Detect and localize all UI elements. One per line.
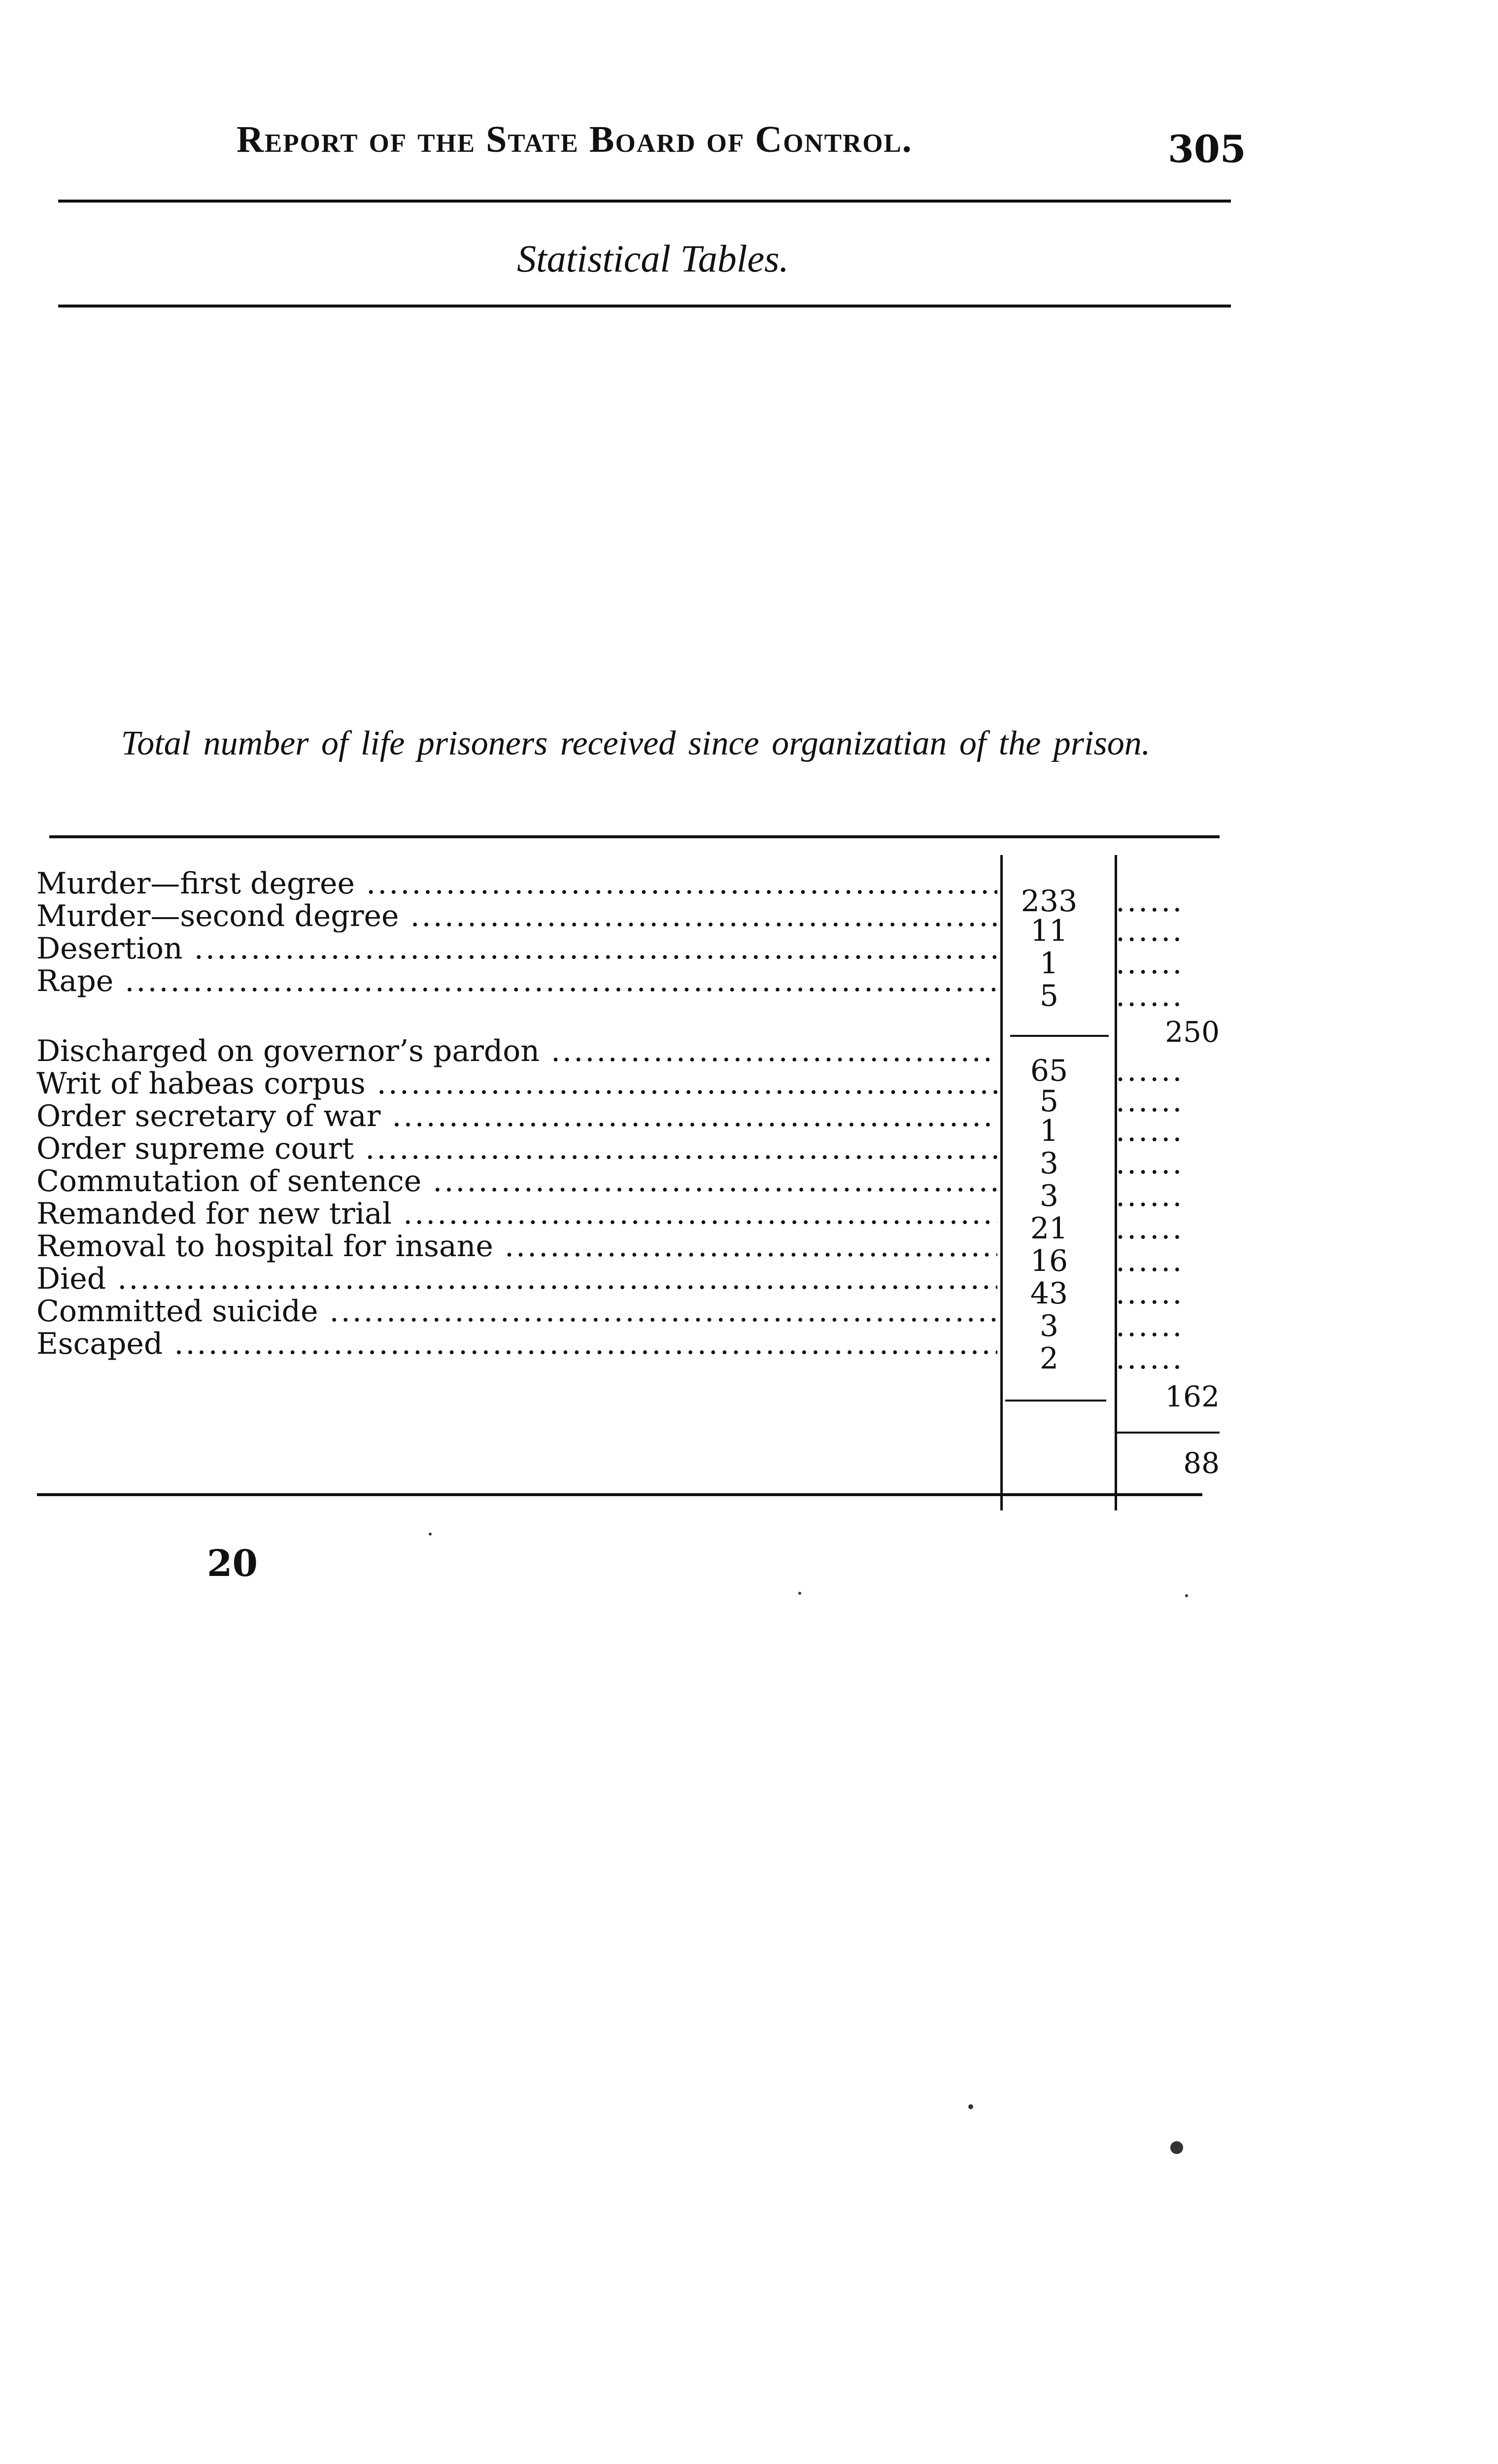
row-dots: ...... [1116, 1147, 1184, 1180]
scan-speck [968, 2104, 973, 2109]
row-dots: ...... [1116, 1055, 1184, 1087]
row-label: Murder—second degree ..... [36, 900, 997, 932]
table-rule-top [49, 835, 1220, 838]
section-subtitle: Statistical Tables. [517, 237, 789, 280]
running-head: Report of the State Board of Control. [237, 119, 913, 160]
row-value: 1 [1039, 946, 1059, 981]
scan-speck [1185, 1594, 1188, 1597]
row-dots: ...... [1116, 915, 1184, 947]
column-divider-left [1000, 855, 1003, 1510]
header-rule-bottom [58, 305, 1231, 308]
row-label: Murder—first degree ..... [36, 867, 997, 900]
row-value: 21 [1030, 1211, 1068, 1246]
table-caption: Total number of life prisoners received since organizatian of the prison. [121, 724, 1151, 762]
row-value: 65 [1030, 1054, 1068, 1088]
remaining-total: 88 [1183, 1446, 1220, 1480]
row-label: Removal to hospital for insane ..... [36, 1230, 997, 1263]
row-dots: ...... [1116, 1085, 1184, 1118]
row-value: 3 [1039, 1309, 1059, 1343]
row-label: Desertion ..... [36, 932, 997, 965]
row-dots: ...... [1116, 1180, 1184, 1212]
subtotal-rule [1010, 1035, 1109, 1037]
remaining-rule [1116, 1432, 1220, 1434]
row-label: Escaped ..... [36, 1328, 997, 1360]
row-dots: ...... [1116, 947, 1184, 980]
row-label: Order supreme court ..... [36, 1132, 997, 1165]
scan-speck [798, 1592, 801, 1595]
row-label: Committed suicide ..... [36, 1295, 997, 1328]
row-label: Died ..... [36, 1263, 997, 1295]
row-label: Writ of habeas corpus ..... [36, 1067, 997, 1100]
header-rule-top [58, 200, 1231, 203]
row-dots: ...... [1116, 980, 1184, 1012]
row-label: Order secretary of war ..... [36, 1100, 997, 1132]
row-value: 3 [1039, 1146, 1059, 1181]
row-dots: ...... [1116, 1342, 1184, 1375]
discharged-total: 162 [1165, 1380, 1220, 1413]
row-value: 43 [1030, 1276, 1068, 1311]
row-label: Discharged on governor’s pardon ..... [36, 1035, 997, 1067]
row-value: 1 [1039, 1114, 1059, 1148]
received-total: 250 [1165, 1015, 1220, 1049]
row-value: 5 [1039, 979, 1059, 1013]
row-value: 11 [1030, 914, 1068, 948]
row-dots: ...... [1116, 1212, 1184, 1245]
row-label: Commutation of sentence ..... [36, 1165, 997, 1198]
row-value: 233 [1021, 884, 1078, 919]
row-dots: ...... [1116, 1310, 1184, 1342]
row-value: 5 [1039, 1084, 1059, 1119]
row-value: 16 [1030, 1244, 1068, 1278]
row-value: 3 [1039, 1179, 1059, 1213]
row-label: Rape ..... [36, 965, 997, 997]
row-dots: ...... [1116, 1277, 1184, 1310]
scan-speck [429, 1533, 432, 1536]
row-label: Remanded for new trial ..... [36, 1198, 997, 1230]
row-dots: ...... [1116, 1245, 1184, 1277]
page-number: 305 [1168, 127, 1246, 171]
scan-speck [1170, 2141, 1183, 2154]
table-rule-bottom [37, 1493, 1202, 1496]
row-dots: ...... [1116, 1115, 1184, 1147]
row-dots: ...... [1116, 885, 1184, 918]
row-value: 2 [1039, 1341, 1059, 1376]
signature-mark: 20 [207, 1542, 258, 1585]
discharged-subtotal-rule [1005, 1400, 1106, 1402]
